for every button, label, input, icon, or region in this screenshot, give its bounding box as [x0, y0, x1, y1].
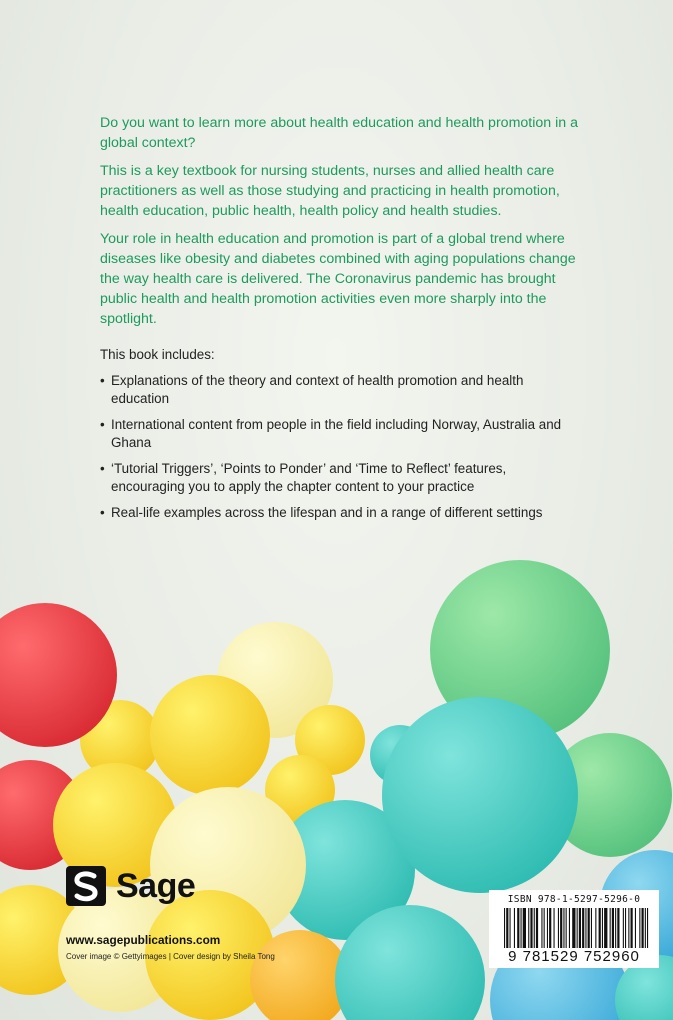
barcode-bar: [504, 908, 505, 948]
intro-context: Your role in health education and promotion is part of a global trend where diseases like obesity and diabetes combined with aging populations change the way health care is delivered. The Coronavirus pandemic has brought public health and health promotion activities even more sharply into the spotlight.: [100, 231, 576, 327]
list-item: [100, 504, 580, 522]
barcode-bar: [582, 908, 584, 948]
publisher-url: www.sagepublications.com: [66, 933, 221, 947]
list-item: [100, 460, 580, 495]
barcode-bar: [647, 908, 648, 948]
sage-logo-icon: [66, 866, 106, 906]
barcode-bar: [517, 908, 519, 948]
barcode-bar: [528, 908, 529, 948]
barcode-bar: [642, 908, 644, 948]
balloon: [150, 675, 270, 795]
barcode-bar: [599, 908, 601, 948]
barcode-bar: [615, 908, 616, 948]
bullet-icon: •: [100, 505, 105, 520]
barcode-bar: [530, 908, 532, 948]
barcode-bar: [536, 908, 538, 948]
publisher-name: Sage: [116, 866, 196, 905]
includes-section: [100, 346, 580, 531]
barcode-bar: [645, 908, 646, 948]
isbn-label: ISBN 978-1-5297-5296-0: [507, 894, 641, 905]
barcode-bar: [572, 908, 575, 948]
publisher-logo: [66, 866, 195, 906]
includes-list: [100, 372, 580, 522]
barcode-bar: [591, 908, 592, 948]
bullet-icon: •: [100, 373, 105, 388]
bullet-icon: •: [100, 461, 105, 476]
barcode-bar: [623, 908, 624, 948]
barcode-bar: [588, 908, 590, 948]
barcode-bar: [510, 908, 511, 948]
barcode-bar: [635, 908, 636, 948]
barcode-bar: [558, 908, 559, 948]
barcode: [489, 890, 659, 968]
barcode-bar: [617, 908, 619, 948]
barcode-bar: [554, 908, 555, 948]
list-item-text: Explanations of the theory and context of health promotion and health education: [111, 373, 524, 406]
barcode-bars-icon: [502, 908, 652, 952]
intro-audience: This is a key textbook for nursing students, nurses and allied health care practitioners as well as those studying and practicing in health promotion, health education, public health, health policy and health studies.: [100, 163, 560, 219]
barcode-bar: [577, 908, 578, 948]
includes-heading: This book includes:: [100, 347, 215, 362]
balloon: [382, 697, 578, 893]
list-item-text: International content from people in the field including Norway, Australia and Ghana: [111, 417, 562, 450]
list-item-text: ‘Tutorial Triggers’, ‘Points to Ponder’ and ‘Time to Reflect’ features, encouraging you to apply the chapter content to your practice: [111, 461, 507, 494]
barcode-bar: [534, 908, 535, 948]
barcode-bar: [563, 908, 564, 948]
bullet-icon: •: [100, 417, 105, 432]
barcode-bar: [604, 908, 607, 948]
list-item-text: Real-life examples across the lifespan and in a range of different settings: [111, 505, 543, 520]
barcode-bar: [566, 908, 567, 948]
barcode-bar: [514, 908, 515, 948]
barcode-bar: [612, 908, 614, 948]
barcode-digits: 9 781529 752960: [508, 948, 640, 965]
barcode-bar: [585, 908, 586, 948]
barcode-bar: [631, 908, 633, 948]
barcode-bar: [628, 908, 629, 948]
list-item: [100, 416, 580, 451]
barcode-bar: [639, 908, 640, 948]
barcode-bar: [549, 908, 551, 948]
barcode-bar: [569, 908, 570, 948]
barcode-bar: [521, 908, 522, 948]
barcode-bar: [547, 908, 548, 948]
list-item: [100, 372, 580, 407]
barcode-bar: [541, 908, 542, 948]
intro-question: Do you want to learn more about health education and health promotion in a global context?: [100, 115, 578, 151]
barcode-bar: [579, 908, 581, 948]
cover-credits: Cover image © Gettyimages | Cover design by Sheila Tong: [66, 952, 275, 961]
barcode-bar: [610, 908, 611, 948]
barcode-bar: [595, 908, 596, 948]
barcode-bar: [602, 908, 603, 948]
barcode-bar: [544, 908, 545, 948]
barcode-bar: [506, 908, 508, 948]
barcode-bar: [625, 908, 626, 948]
barcode-bar: [523, 908, 526, 948]
barcode-bar: [560, 908, 562, 948]
